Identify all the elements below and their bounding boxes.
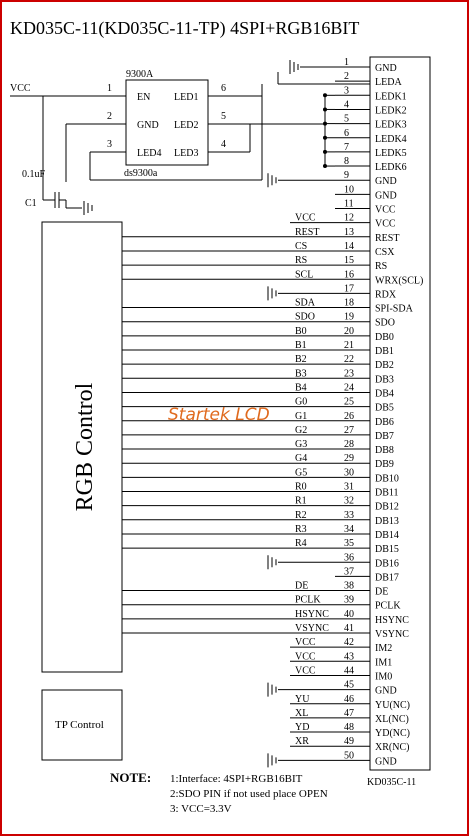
ground-icon-cap — [84, 201, 92, 215]
net-label-26: G1 — [295, 410, 308, 422]
net-label-29: G4 — [295, 453, 308, 465]
pin-number-25: 25 — [344, 396, 354, 408]
pin-number-38: 38 — [344, 580, 354, 592]
pin-name-5: LEDK3 — [375, 119, 407, 131]
net-label-28: G3 — [295, 439, 308, 451]
ground-icon-17 — [268, 286, 276, 300]
pin-number-15: 15 — [344, 255, 354, 267]
net-label-39: PCLK — [295, 594, 321, 606]
pin-number-2: 2 — [344, 71, 349, 83]
driver-ic-pin-led4: LED4 — [137, 148, 162, 159]
pin-name-44: IM0 — [375, 671, 393, 683]
tp-control-label: TP Control — [55, 719, 104, 731]
pin-number-1: 1 — [344, 57, 349, 68]
pin-name-35: DB15 — [375, 544, 399, 556]
cap-value: 0.1uF — [22, 169, 46, 180]
pin-number-13: 13 — [344, 226, 354, 238]
pin-number-50: 50 — [344, 750, 354, 762]
net-label-13: REST — [295, 226, 320, 238]
pin-name-42: IM2 — [375, 643, 393, 655]
pin-number-27: 27 — [344, 424, 354, 436]
net-label-15: RS — [295, 255, 308, 267]
pin-name-12: VCC — [375, 218, 396, 230]
driver-ic-pin-led1: LED1 — [174, 92, 199, 103]
net-label-20: B0 — [295, 325, 307, 337]
ground-icon-36 — [268, 555, 276, 569]
net-label-30: G5 — [295, 467, 308, 479]
pin-name-26: DB6 — [375, 416, 394, 428]
pin-name-8: LEDK6 — [375, 162, 407, 174]
pin-name-20: DB0 — [375, 331, 394, 343]
pin-number-18: 18 — [344, 297, 354, 309]
pin-name-4: LEDK2 — [375, 105, 407, 117]
pin-number-28: 28 — [344, 439, 354, 451]
pin-number-12: 12 — [344, 212, 354, 224]
net-label-38: DE — [295, 580, 309, 592]
pin-name-41: VSYNC — [375, 629, 409, 640]
pin-name-46: YU(NC) — [375, 699, 410, 711]
ground-icon-45 — [268, 683, 276, 697]
pin-name-3: LEDK1 — [375, 91, 407, 103]
ground-icon-9 — [268, 173, 276, 187]
pin-name-28: DB8 — [375, 445, 394, 457]
net-label-18: SDA — [295, 297, 316, 309]
net-label-14: CS — [295, 240, 308, 252]
pin-number-9: 9 — [344, 170, 349, 182]
ground-icon-1 — [290, 60, 298, 74]
pin-number-3: 3 — [344, 85, 349, 97]
net-label-43: VCC — [295, 651, 316, 663]
net-label-49: XR — [295, 736, 309, 748]
pin-number-36: 36 — [344, 552, 354, 564]
pin-name-7: LEDK5 — [375, 147, 407, 159]
pin-number-31: 31 — [344, 481, 354, 493]
pin-number-16: 16 — [344, 269, 354, 281]
pin-number-22: 22 — [344, 354, 354, 366]
pin-name-21: DB1 — [375, 346, 394, 357]
driver-ic-pinnum-3: 3 — [107, 139, 112, 150]
pin-number-37: 37 — [344, 566, 354, 578]
net-label-41: VSYNC — [295, 623, 329, 634]
note-line-3: 3: VCC=3.3V — [170, 803, 232, 815]
net-label-27: G2 — [295, 424, 308, 436]
pin-number-14: 14 — [344, 240, 354, 252]
connector-label: KD035C-11 — [367, 777, 417, 788]
driver-ic-pinnum-5: 5 — [221, 111, 226, 122]
pin-name-22: DB2 — [375, 360, 394, 372]
pin-number-43: 43 — [344, 651, 354, 663]
pin-name-39: PCLK — [375, 600, 401, 612]
pin-name-49: XR(NC) — [375, 742, 410, 754]
pin-number-17: 17 — [344, 283, 354, 295]
pin-number-33: 33 — [344, 509, 354, 521]
pin-number-40: 40 — [344, 608, 354, 620]
pin-name-13: REST — [375, 232, 400, 244]
driver-ic-part: 9300A — [126, 69, 154, 80]
net-label-25: G0 — [295, 396, 308, 408]
net-label-32: R1 — [295, 495, 307, 507]
vcc-label: VCC — [10, 83, 31, 94]
pin-name-24: DB4 — [375, 388, 394, 400]
pin-number-4: 4 — [344, 99, 349, 111]
pin-number-41: 41 — [344, 623, 354, 634]
pin-number-29: 29 — [344, 453, 354, 465]
pin-name-37: DB17 — [375, 572, 399, 584]
pin-name-1: GND — [375, 63, 397, 74]
pin-number-39: 39 — [344, 594, 354, 606]
pin-number-19: 19 — [344, 311, 354, 323]
driver-ic-pinnum-1: 1 — [107, 83, 112, 94]
pin-name-36: DB16 — [375, 558, 399, 570]
pin-number-47: 47 — [344, 707, 354, 719]
pin-name-43: IM1 — [375, 657, 393, 669]
pin-number-10: 10 — [344, 184, 354, 196]
driver-ic-pinnum-2: 2 — [107, 111, 112, 122]
pin-number-48: 48 — [344, 722, 354, 734]
pin-number-6: 6 — [344, 127, 349, 139]
net-label-19: SDO — [295, 311, 316, 323]
ground-icon-50 — [268, 753, 276, 767]
pin-name-9: GND — [375, 176, 397, 188]
pin-name-18: SPI-SDA — [375, 303, 413, 315]
pin-number-42: 42 — [344, 637, 354, 649]
pin-number-11: 11 — [344, 198, 354, 210]
pin-name-17: RDX — [375, 289, 397, 301]
net-label-44: VCC — [295, 665, 316, 677]
pin-name-25: DB5 — [375, 402, 394, 414]
pin-name-2: LEDA — [375, 77, 402, 89]
pin-name-15: RS — [375, 261, 388, 273]
net-label-34: R3 — [295, 523, 307, 535]
pin-name-19: SDO — [375, 317, 396, 329]
net-label-42: VCC — [295, 637, 316, 649]
pin-name-33: DB13 — [375, 515, 399, 527]
pin-number-7: 7 — [344, 141, 349, 153]
pin-name-34: DB14 — [375, 529, 399, 541]
net-label-40: HSYNC — [295, 608, 329, 620]
pin-name-48: YD(NC) — [375, 728, 410, 740]
note-line-2: 2:SDO PIN if not used place OPEN — [170, 788, 328, 800]
net-label-24: B4 — [295, 382, 307, 394]
pin-number-34: 34 — [344, 523, 354, 535]
net-label-46: YU — [295, 693, 310, 705]
driver-ic-pin-gnd: GND — [137, 120, 159, 131]
pin-name-27: DB7 — [375, 430, 394, 442]
pin-number-20: 20 — [344, 325, 354, 337]
pin-name-11: VCC — [375, 204, 396, 216]
pin-name-14: CSX — [375, 246, 395, 258]
watermark-text: Startek LCD — [168, 405, 270, 425]
pin-number-35: 35 — [344, 538, 354, 550]
pin-number-44: 44 — [344, 665, 354, 677]
rgb-control-label: RGB Control — [72, 382, 98, 512]
net-label-47: XL — [295, 707, 309, 719]
driver-ic-pinnum-4: 4 — [221, 139, 226, 150]
pin-number-45: 45 — [344, 679, 354, 691]
pin-name-30: DB10 — [375, 473, 399, 485]
pin-number-49: 49 — [344, 736, 354, 748]
note-heading: NOTE: — [110, 770, 152, 785]
driver-ic-sublabel: ds9300a — [124, 168, 158, 179]
net-label-21: B1 — [295, 340, 307, 351]
net-label-31: R0 — [295, 481, 307, 493]
driver-ic-pin-led3: LED3 — [174, 148, 199, 159]
driver-ic-pinnum-6: 6 — [221, 83, 226, 94]
pin-name-16: WRX(SCL) — [375, 275, 424, 287]
net-label-23: B3 — [295, 368, 307, 380]
net-label-12: VCC — [295, 212, 316, 224]
pin-name-29: DB9 — [375, 459, 394, 471]
pin-name-47: XL(NC) — [375, 713, 409, 725]
driver-ic-pin-en: EN — [137, 92, 151, 103]
pin-number-21: 21 — [344, 340, 354, 351]
pin-number-30: 30 — [344, 467, 354, 479]
pin-number-46: 46 — [344, 693, 354, 705]
pin-number-23: 23 — [344, 368, 354, 380]
net-label-48: YD — [295, 722, 310, 734]
pin-name-23: DB3 — [375, 374, 394, 386]
pin-name-40: HSYNC — [375, 614, 409, 626]
note-line-1: 1:Interface: 4SPI+RGB16BIT — [170, 773, 303, 785]
pin-number-24: 24 — [344, 382, 354, 394]
pin-name-10: GND — [375, 190, 397, 202]
pin-name-6: LEDK4 — [375, 133, 407, 145]
net-label-35: R4 — [295, 538, 307, 550]
driver-ic-pin-led2: LED2 — [174, 120, 199, 131]
cap-ref: C1 — [25, 198, 37, 209]
diagram-title: KD035C-11(KD035C-11-TP) 4SPI+RGB16BIT — [10, 18, 360, 38]
net-label-16: SCL — [295, 269, 314, 281]
pin-number-26: 26 — [344, 410, 354, 422]
pin-number-5: 5 — [344, 113, 349, 125]
pin-name-32: DB12 — [375, 501, 399, 513]
pin-name-38: DE — [375, 586, 389, 598]
pin-number-8: 8 — [344, 156, 349, 168]
net-label-22: B2 — [295, 354, 307, 366]
pin-name-50: GND — [375, 756, 397, 768]
pin-name-31: DB11 — [375, 487, 399, 499]
pin-name-45: GND — [375, 685, 397, 697]
net-label-33: R2 — [295, 509, 307, 521]
pin-number-32: 32 — [344, 495, 354, 507]
